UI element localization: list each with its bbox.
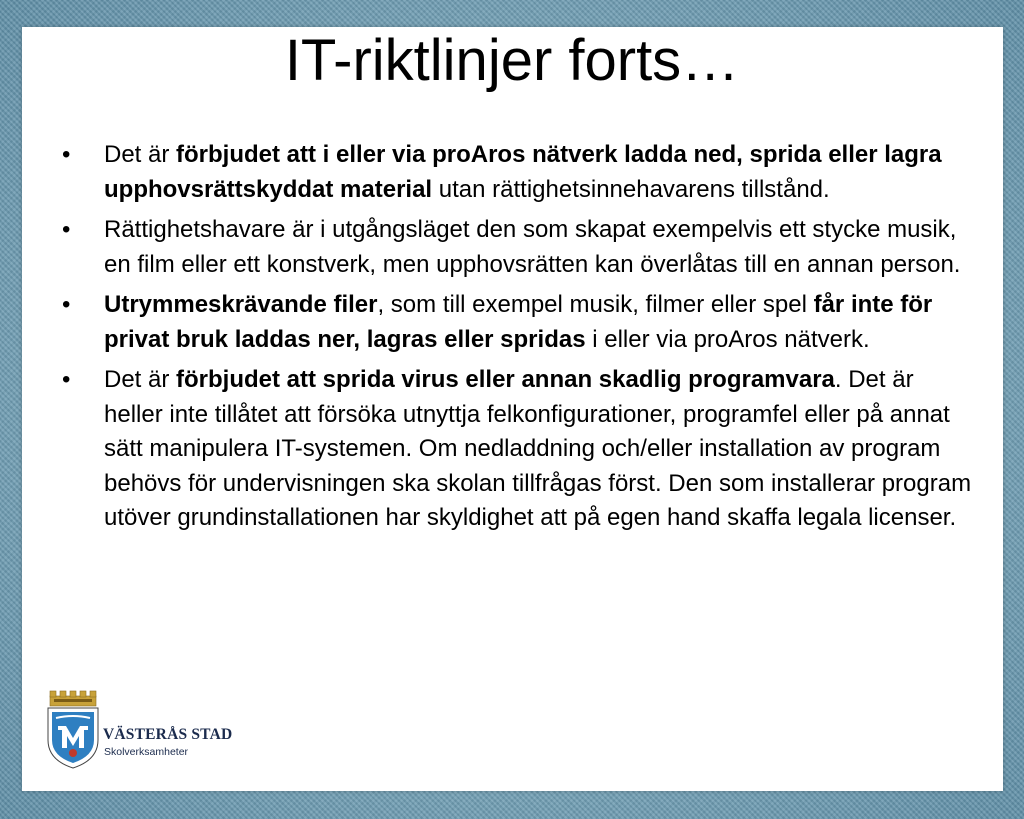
bullet-marker: • bbox=[62, 216, 71, 243]
bullet-emphasis-text: förbjudet att sprida virus eller annan skadlig programvara bbox=[176, 366, 835, 393]
slide-title: IT-riktlinjer forts… bbox=[284, 28, 740, 93]
bullet-item bbox=[62, 363, 974, 536]
bullet-text: . Det är heller inte tillåtet att försöka utnyttja felkonfigurationer, programfel eller på annat sätt manipulera IT-systemen. Om nedladdning och/eller installation av program behövs för undervisningen ska skolan tillfrågas först. Den som installerar program utöver grundinstallationen har skyldighet att på egen hand skaffa legala licenser. bbox=[104, 366, 972, 531]
bullet-marker: • bbox=[62, 291, 71, 318]
logo-subtitle: Skolverksamheter bbox=[104, 746, 189, 758]
logo-city-name: VÄSTERÅS STAD bbox=[103, 726, 233, 743]
bullet-list bbox=[62, 138, 974, 542]
bullet-emphasis-text: får inte för privat bruk laddas ner, lagras eller spridas bbox=[104, 291, 933, 353]
bullet-text: i eller via proAros nätverk. bbox=[585, 325, 870, 353]
bullet-emphasis-text: förbjudet att i eller via proAros nätverk ladda ned, sprida eller lagra upphovsrättskyddat material bbox=[104, 141, 942, 203]
bullet-text: Rättighetshavare är i utgångsläget den som skapat exempelvis ett stycke musik, en film eller ett konstverk, men upphovsrätten kan överlåtas till en annan person. bbox=[104, 216, 961, 278]
bullet-marker: • bbox=[62, 366, 71, 393]
city-coat-of-arms-icon bbox=[44, 690, 102, 770]
bullet-item bbox=[62, 288, 974, 357]
bullet-item bbox=[62, 138, 974, 207]
bullet-item bbox=[62, 213, 974, 282]
bullet-emphasis-text: Utrymmeskrävande filer bbox=[104, 291, 378, 318]
bullet-text: Det är bbox=[104, 141, 177, 168]
bullet-text: Det är bbox=[104, 366, 177, 393]
bullet-text: , som till exempel musik, filmer eller spel bbox=[377, 291, 814, 318]
bullet-text: utan rättighetsinnehavarens tillstånd. bbox=[432, 175, 830, 203]
vasteras-stad-logo bbox=[44, 690, 244, 770]
bullet-marker: • bbox=[62, 141, 71, 168]
